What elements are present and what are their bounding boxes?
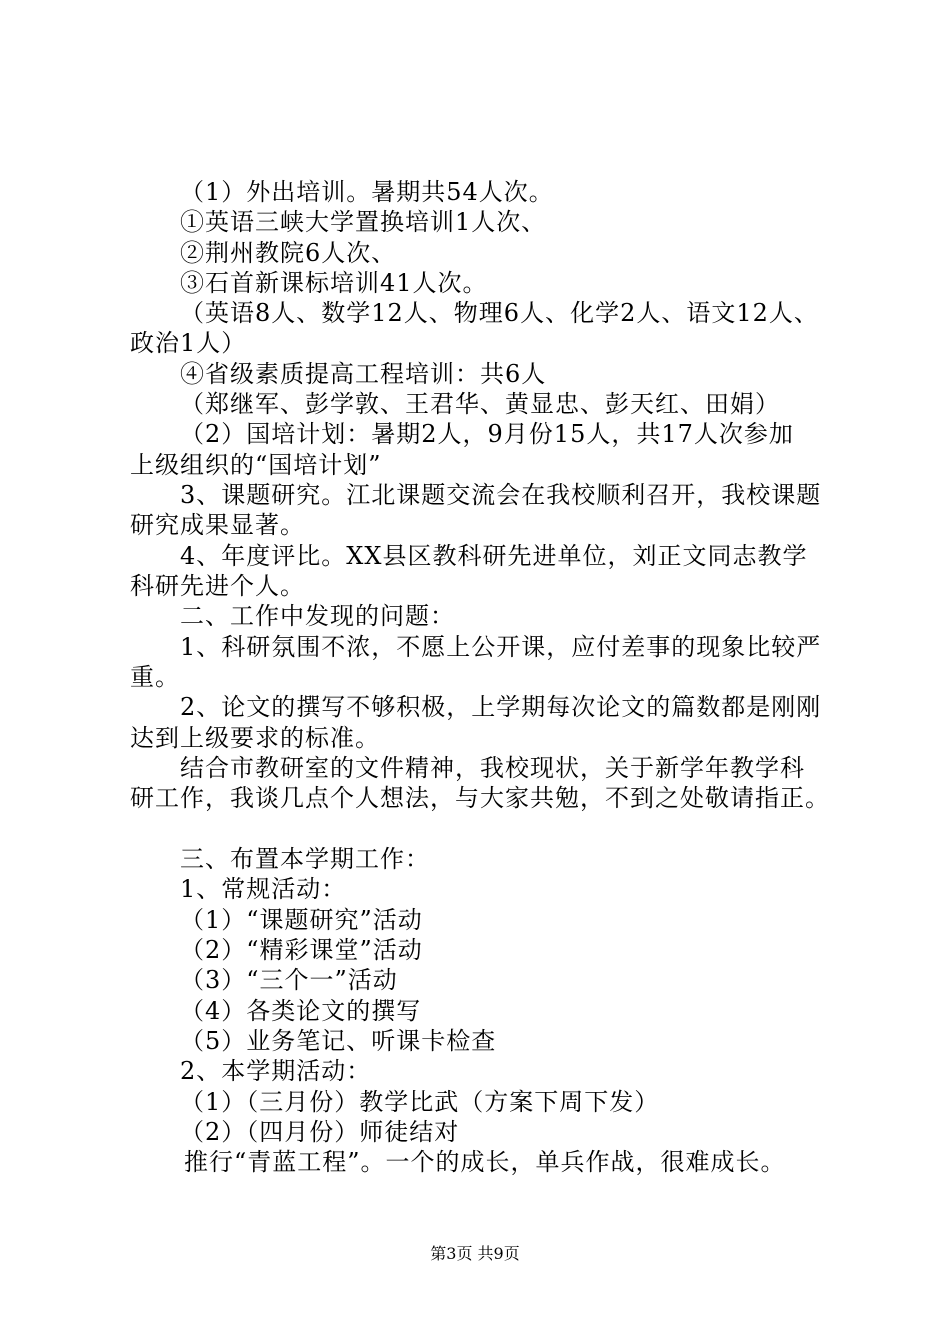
body-line: 达到上级要求的标准。 bbox=[130, 724, 380, 752]
body-line: 结合市教研室的文件精神，我校现状，关于新学年教学科 bbox=[180, 754, 805, 782]
body-line: （2）国培计划：暑期2人，9月份15人，共17人次参加 bbox=[180, 420, 794, 448]
body-line: （英语8人、数学12人、物理6人、化学2人、语文12人、 bbox=[180, 299, 819, 327]
body-line: 2、本学期活动： bbox=[180, 1057, 372, 1085]
body-line: 推行“青蓝工程”。一个的成长，单兵作战，很难成长。 bbox=[184, 1148, 786, 1176]
body-line: 研工作，我谈几点个人想法，与大家共勉，不到之处敬请指正。 bbox=[130, 784, 830, 812]
body-line: ②荆州教院6人次、 bbox=[180, 239, 397, 267]
page-number-footer: 第3页 共9页 bbox=[430, 1244, 520, 1263]
body-line: 2、论文的撰写不够积极，上学期每次论文的篇数都是刚刚 bbox=[180, 693, 822, 721]
body-line: （2）“精彩课堂”活动 bbox=[180, 936, 423, 964]
body-line: 研究成果显著。 bbox=[130, 511, 305, 539]
body-line: （1）外出培训。暑期共54人次。 bbox=[180, 178, 554, 206]
body-line: （4）各类论文的撰写 bbox=[180, 997, 422, 1025]
section-heading: 三、布置本学期工作： bbox=[180, 845, 430, 873]
body-line: 1、常规活动： bbox=[180, 875, 347, 903]
body-line: ④省级素质提高工程培训：共6人 bbox=[180, 360, 547, 388]
body-line: （1）（三月份）教学比武（方案下周下发） bbox=[180, 1088, 660, 1116]
body-line: （3）“三个一”活动 bbox=[180, 966, 398, 994]
body-line: （2）（四月份）师徒结对 bbox=[180, 1118, 460, 1146]
body-line: （5）业务笔记、听课卡检查 bbox=[180, 1027, 497, 1055]
section-heading: 二、工作中发现的问题： bbox=[180, 602, 455, 630]
body-line: 1、科研氛围不浓，不愿上公开课，应付差事的现象比较严 bbox=[180, 633, 822, 661]
body-line: ③石首新课标培训41人次。 bbox=[180, 269, 488, 297]
body-line: （1）“课题研究”活动 bbox=[180, 906, 423, 934]
body-line: 3、课题研究。江北课题交流会在我校顺利召开，我校课题 bbox=[180, 481, 822, 509]
body-line: （郑继军、彭学敦、王君华、黄显忠、彭天红、田娟） bbox=[180, 390, 780, 418]
body-line: 重。 bbox=[130, 663, 180, 691]
body-line: 科研先进个人。 bbox=[130, 572, 305, 600]
body-line: ①英语三峡大学置换培训1人次、 bbox=[180, 208, 547, 236]
body-line: 政治1人） bbox=[130, 329, 247, 357]
body-line: 4、年度评比。XX县区教科研先进单位，刘正文同志教学 bbox=[180, 542, 808, 570]
body-line: 上级组织的“国培计划” bbox=[130, 451, 382, 479]
